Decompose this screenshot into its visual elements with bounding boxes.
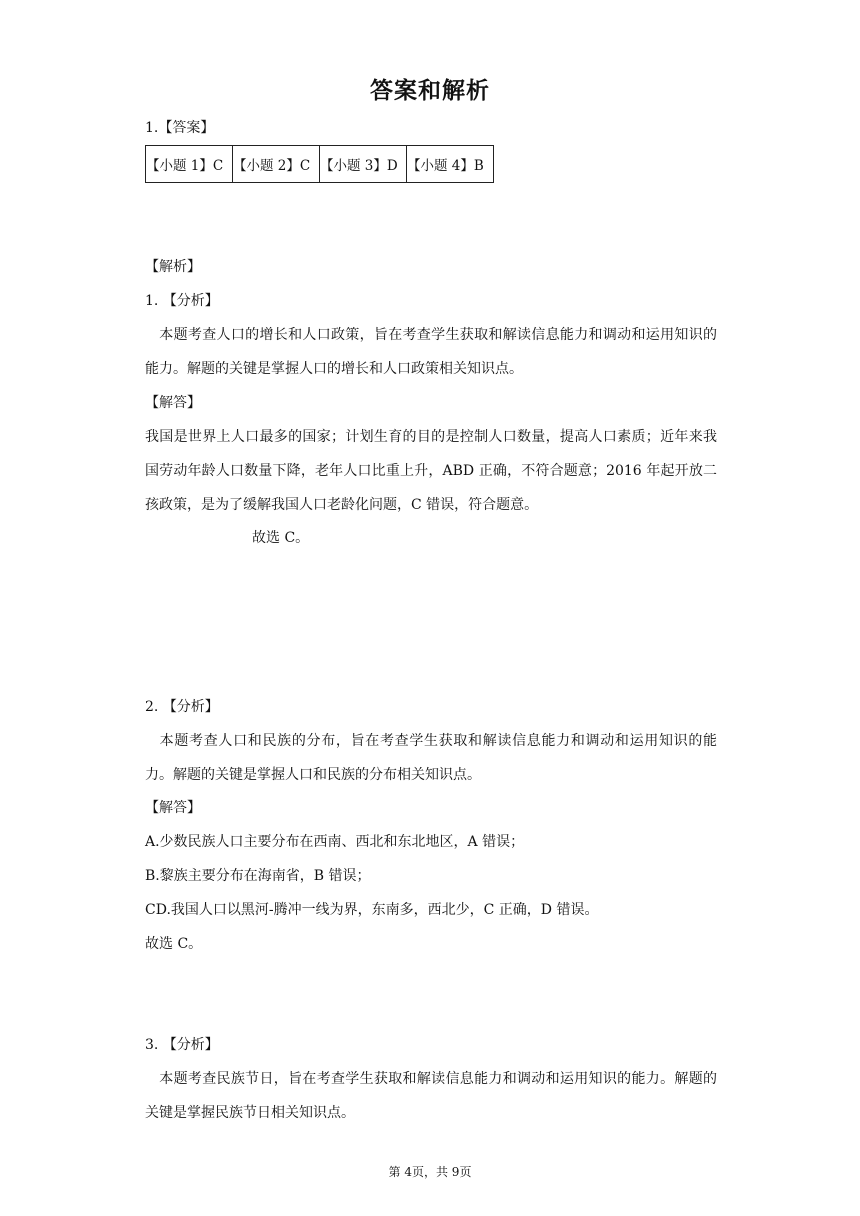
answer-row xyxy=(146,146,494,183)
q2-fenxi-body: 本题考查人口和民族的分布，旨在考查学生获取和解读信息能力和调动和运用知识的能力。解题的关键是掌握人口和民族的分布相关知识点。 xyxy=(145,733,717,783)
q2-fenxi-text xyxy=(145,724,717,792)
answer-table xyxy=(145,145,494,183)
q2-line-a: A.少数民族人口主要分布在西南、西北和东北地区，A 错误； xyxy=(145,834,525,850)
q1-jieda-text: 我国是世界上人口最多的国家；计划生育的目的是控制人口数量，提高人口素质；近年来我国劳动年龄人口数量下降，老年人口比重上升，ABD 正确，不符合题意；2016 年起开放二孩政策，是为了缓解我国人口老龄化问题，C 错误，符合题意。 xyxy=(145,429,717,513)
q2-fenxi-label: 2. 【分析】 xyxy=(145,699,219,715)
analysis-heading: 【解析】 xyxy=(145,259,201,275)
answer-cell-4: 【小题 4】B xyxy=(407,146,494,183)
page-title: 答案和解析 xyxy=(370,78,490,104)
page-footer: 第 4页，共 9页 xyxy=(388,1165,472,1179)
q2-conclusion: 故选 C。 xyxy=(145,936,203,952)
q1-fenxi-label: 1. 【分析】 xyxy=(145,293,219,309)
q3-fenxi-text xyxy=(145,1062,717,1130)
answer-cell-1: 【小题 1】C xyxy=(146,146,233,183)
q3-fenxi-body: 本题考查民族节日，旨在考查学生获取和解读信息能力和调动和运用知识的能力。解题的关键是掌握民族节日相关知识点。 xyxy=(145,1071,717,1121)
q2-jieda-label: 【解答】 xyxy=(145,800,201,816)
q1-fenxi-body: 本题考查人口的增长和人口政策，旨在考查学生获取和解读信息能力和调动和运用知识的能力。解题的关键是掌握人口的增长和人口政策相关知识点。 xyxy=(145,327,717,377)
q1-fenxi-text xyxy=(145,318,717,386)
q1-jieda-label: 【解答】 xyxy=(145,395,201,411)
q1-conclusion: 故选 C。 xyxy=(252,530,310,546)
answer-label: 1.【答案】 xyxy=(145,120,215,136)
answer-cell-2: 【小题 2】C xyxy=(233,146,320,183)
q2-line-cd: CD.我国人口以黑河-腾冲一线为界，东南多，西北少，C 正确，D 错误。 xyxy=(145,902,599,918)
q2-line-b: B.黎族主要分布在海南省，B 错误； xyxy=(145,868,371,884)
q3-fenxi-label: 3. 【分析】 xyxy=(145,1037,219,1053)
answer-cell-3: 【小题 3】D xyxy=(320,146,407,183)
